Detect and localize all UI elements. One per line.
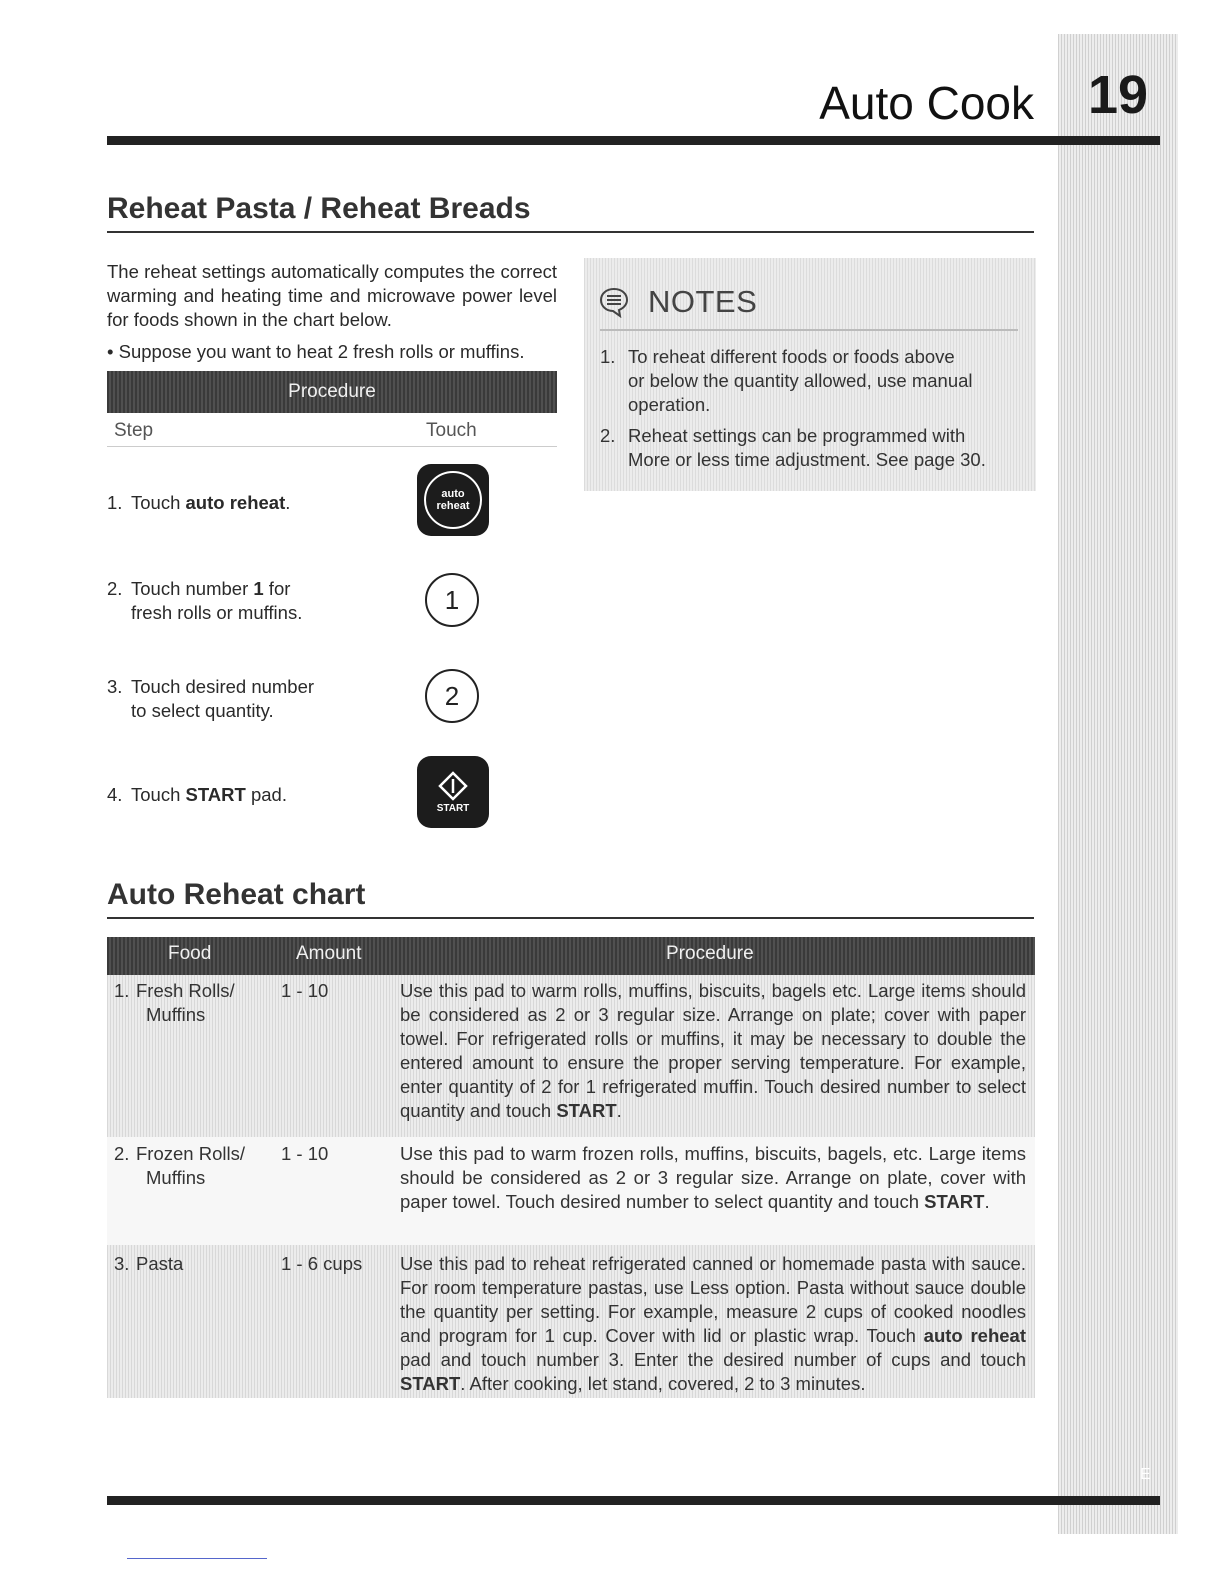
step-4: 4. Touch START pad. <box>107 784 287 805</box>
row-1-procedure: Use this pad to warm rolls, muffins, biscuits, bagels etc. Large items should be considered as 2 or 3 regular size. Arrange on plate; cover with paper towel. For refrigerated rolls or muffins, it may be necessary to double the entered amount to ensure the proper serving temperature. For example, enter quantity of 2 for 1 refrigerated muffin. Touch desired number to select quantity and touch START. <box>400 980 1026 1121</box>
start-diamond-icon <box>438 771 468 801</box>
chart-header-row <box>107 937 1035 975</box>
auto-reheat-pad-icon: auto reheat <box>417 464 489 536</box>
row-3-amount: 1 - 6 cups <box>281 1253 363 1274</box>
number-2-pad-icon: 2 <box>425 669 479 723</box>
procedure-header-bar: Procedure <box>107 371 557 413</box>
row-3-procedure: Use this pad to reheat refrigerated canned or homemade pasta with sauce. For room temperature pastas, use Less option. Pasta without sauce double the quantity per setting. For example, measure 2 cups of cooked noodles and program for 1 cup. Cover with lid or plastic wrap. Touch auto reheat pad and touch number 3. Enter the desired number of cups and touch START. After cooking, let stand, covered, 2 to 3 minutes. <box>400 1253 1026 1394</box>
note-2: 2. Reheat settings can be programmed with More or less time adjustment. See page 30. <box>600 425 986 470</box>
row-2-amount: 1 - 10 <box>281 1143 329 1164</box>
footer-underline <box>127 1558 267 1559</box>
page-number: 19 <box>1087 65 1149 125</box>
row-1-amount: 1 - 10 <box>281 980 329 1001</box>
chart-header-procedure: Procedure <box>666 943 754 964</box>
row-2-procedure: Use this pad to warm frozen rolls, muffins, biscuits, bagels, etc. Large items should be considered as 2 or 3 regular size. Arrange on plate, cover with paper towel. Touch desired number to select quantity and touch START. <box>400 1143 1026 1212</box>
side-tab-letter: E <box>1140 1466 1151 1483</box>
chart-header-amount: Amount <box>296 943 362 964</box>
number-1-pad-icon: 1 <box>425 573 479 627</box>
note-1: 1. To reheat different foods or foods above or below the quantity allowed, use manual operation. <box>600 346 973 415</box>
footer-rule <box>107 1496 1160 1505</box>
example-bullet: • Suppose you want to heat 2 fresh rolls or muffins. <box>107 341 525 362</box>
step-column-header: Step <box>114 420 154 441</box>
start-pad-icon: START <box>417 756 489 828</box>
chart-header-food: Food <box>168 943 212 964</box>
step-1: 1. Touch auto reheat. <box>107 492 291 513</box>
notes-rule <box>600 329 1018 331</box>
row-3-food: 3. Pasta <box>114 1253 184 1274</box>
chart-section-rule <box>107 917 1034 919</box>
intro-paragraph: The reheat settings automatically computes the correct warming and heating time and microwave power level for foods shown in the chart below. <box>107 261 557 330</box>
page-header-title: Auto Cook <box>819 77 1034 129</box>
step-2: 2. Touch number 1 for fresh rolls or muffins. <box>107 578 303 623</box>
notes-icon <box>598 286 630 318</box>
header-rule <box>107 136 1160 145</box>
section-title-reheat: Reheat Pasta / Reheat Breads <box>107 192 531 225</box>
procedure-subrule <box>107 446 557 447</box>
row-1-food: 1. Fresh Rolls/ Muffins <box>114 980 235 1025</box>
touch-column-header: Touch <box>426 420 477 441</box>
chapter-tab <box>1058 34 1178 1534</box>
row-2-food: 2. Frozen Rolls/ Muffins <box>114 1143 245 1188</box>
notes-title: NOTES <box>648 284 758 319</box>
section-rule <box>107 231 1034 233</box>
step-3: 3. Touch desired number to select quantity. <box>107 676 315 721</box>
section-title-chart: Auto Reheat chart <box>107 878 366 911</box>
